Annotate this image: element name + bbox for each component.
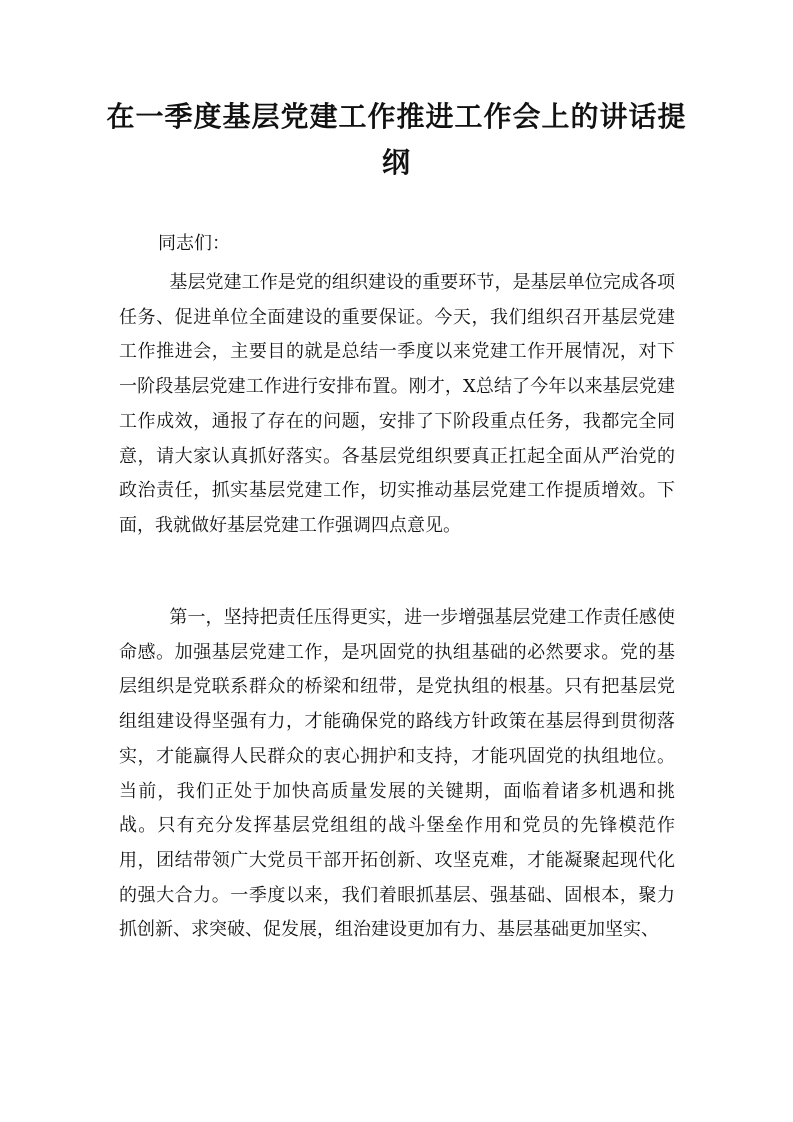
salutation: 同志们： [158, 233, 230, 254]
body-paragraph-2: 第一，坚持把责任压得更实，进一步增强基层党建工作责任感使命感。加强基层党建工作，是巩固党的执组基础的必然要求。党的基层组织是党联系群众的桥梁和纽带，是党执组的根基。只有把基层党组组建设得坚强有力，才能确保党的路线方针政策在基层得到贯彻落实，才能赢得人民群众的衷心拥护和支持，才能巩固党的执组地位。当前，我们正处于加快高质量发展的关键期，面临着诸多机遇和挑战。只有充分发挥基层党组组的战斗堡垒作用和党员的先锋模范作用，团结带领广大党员干部开拓创新、攻坚克难，才能凝聚起现代化的强大合力。一季度以来，我们着眼抓基层、强基础、固根本，聚力抓创新、求突破、促发展，组治建设更加有力、基层基础更加坚实、 [119, 607, 675, 941]
body-paragraph-1: 基层党建工作是党的组织建设的重要环节，是基层单位完成各项任务、促进单位全面建设的重要保证。今天，我们组织召开基层党建工作推进会，主要目的就是总结一季度以来党建工作开展情况，对下一阶段基层党建工作进行安排布置。刚才，X总结了今年以来基层党建工作成效，通报了存在的问题，安排了下阶段重点任务，我都完全同意，请大家认真抓好落实。各基层党组织要真正扛起全面从严治党的政治责任，抓实基层党建工作，切实推动基层党建工作提质增效。下面，我就做好基层党建工作强调四点意见。 [119, 272, 675, 536]
document-title: 在一季度基层党建工作推进工作会上的讲话提纲 [106, 100, 687, 179]
